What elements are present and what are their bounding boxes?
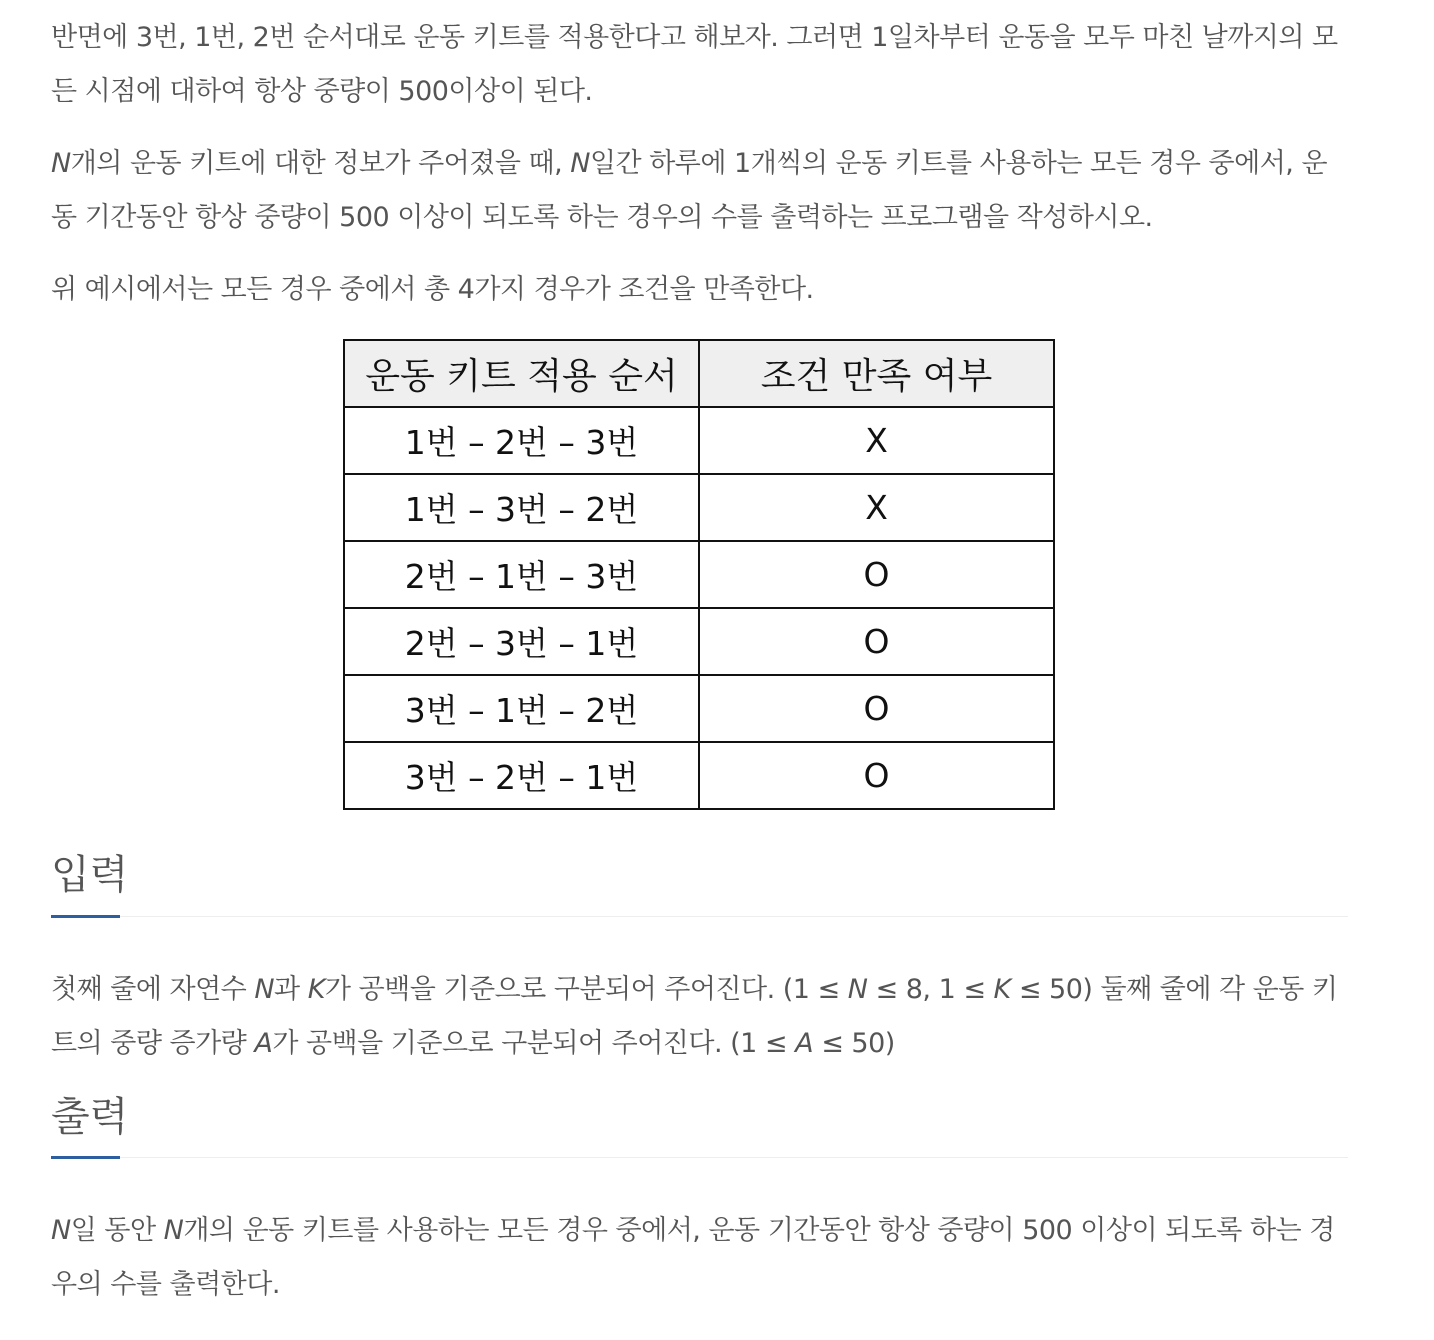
var-a: A [254, 1028, 273, 1059]
table-cell-condition: O [699, 541, 1054, 608]
output-section-underline [51, 1156, 120, 1159]
var-a: A [795, 1028, 814, 1059]
table-cell-order: 3번 – 2번 – 1번 [344, 742, 699, 809]
table-cell-order: 1번 – 2번 – 3번 [344, 407, 699, 474]
input-section-divider [51, 916, 1348, 917]
example-table-container [343, 339, 1055, 810]
var-n: N [570, 148, 590, 179]
var-n: N [51, 148, 71, 179]
input-section-underline [51, 915, 120, 918]
var-n: N [163, 1215, 184, 1246]
table-row [344, 541, 1054, 608]
output-section-title: 출력 [51, 1094, 129, 1140]
output-section-divider [51, 1157, 1348, 1158]
table-row [344, 608, 1054, 675]
paragraph-order-example: 반면에 3번, 1번, 2번 순서대로 운동 키트를 적용한다고 해보자. 그러면 1일차부터 운동을 모두 마친 날까지의 모든 시점에 대하여 항상 중량이 500이상이 된다. [51, 22, 1338, 107]
var-n: N [847, 974, 868, 1005]
paragraph-example-summary: 위 예시에서는 모든 경우 중에서 총 4가지 경우가 조건을 만족한다. [51, 274, 814, 305]
table-header-row [344, 340, 1054, 407]
table-row [344, 675, 1054, 742]
table-cell-condition: O [699, 742, 1054, 809]
table-row [344, 474, 1054, 541]
table-header-condition: 조건 만족 여부 [699, 340, 1054, 407]
table-cell-order: 2번 – 3번 – 1번 [344, 608, 699, 675]
table-row [344, 407, 1054, 474]
table-cell-condition: O [699, 608, 1054, 675]
input-description: 첫째 줄에 자연수 N과 K가 공백을 기준으로 구분되어 주어진다. (1 ≤ N ≤ 8, 1 ≤ K ≤ 50) 둘째 줄에 각 운동 키트의 중량 증가량 A가 공백을 기준으로 구분되어 주어진다. (1 ≤ A ≤ 50) [51, 974, 1338, 1059]
var-k: K [993, 974, 1011, 1005]
example-table [343, 339, 1055, 810]
var-n: N [51, 1215, 71, 1246]
table-cell-order: 3번 – 1번 – 2번 [344, 675, 699, 742]
table-header-order: 운동 키트 적용 순서 [344, 340, 699, 407]
output-description: N일 동안 N개의 운동 키트를 사용하는 모든 경우 중에서, 운동 기간동안 항상 중량이 500 이상이 되도록 하는 경우의 수를 출력한다. [51, 1215, 1335, 1300]
table-cell-condition: X [699, 407, 1054, 474]
input-section-title: 입력 [51, 852, 129, 898]
table-cell-condition: X [699, 474, 1054, 541]
var-n: N [254, 974, 275, 1005]
table-cell-order: 1번 – 3번 – 2번 [344, 474, 699, 541]
var-k: K [307, 974, 325, 1005]
table-cell-order: 2번 – 1번 – 3번 [344, 541, 699, 608]
paragraph-problem-statement: N개의 운동 키트에 대한 정보가 주어졌을 때, N일간 하루에 1개씩의 운동 키트를 사용하는 모든 경우 중에서, 운동 기간동안 항상 중량이 500 이상이 되도록 하는 경우의 수를 출력하는 프로그램을 작성하시오. [51, 148, 1328, 233]
table-row [344, 742, 1054, 809]
table-cell-condition: O [699, 675, 1054, 742]
